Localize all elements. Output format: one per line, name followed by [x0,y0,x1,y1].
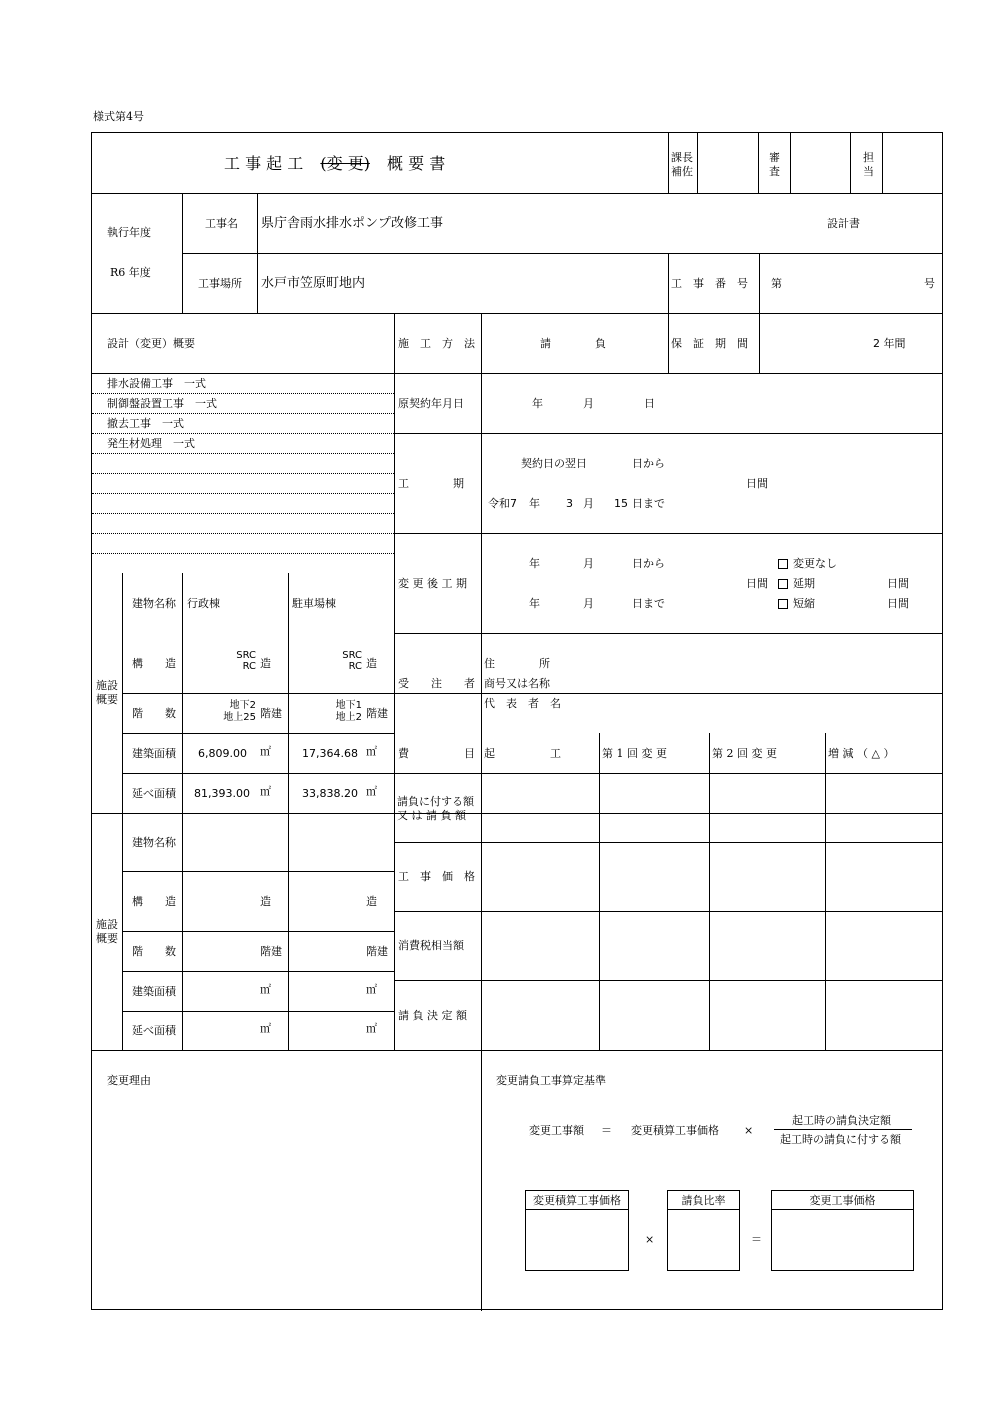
design-summary-label: 設計（変更）概要 [107,337,195,350]
contract-day-unit: 日 [644,397,655,410]
period-until: 日まで [632,497,665,510]
period-month-unit: 月 [583,497,594,510]
calc-box-label: 請負比率 [681,1194,726,1207]
fraction-bar [774,1129,912,1130]
title-gaiyousho: 概 要 書 [387,154,446,173]
cost-row-final-amount: 請 負 決 定 額 [398,1009,467,1022]
stamp-box-shinsa[interactable] [791,134,849,192]
change-basis-label: 変更請負工事算定基準 [496,1074,606,1087]
contractor-label: 受 注 者 [398,677,475,690]
form-number: 様式第4号 [93,110,144,123]
cost-column-change-2: 第 2 回 変 更 [712,747,777,760]
floors-label: 階 数 [132,945,176,958]
no-change-label: 変更なし [793,557,837,570]
change-reason-label: 変更理由 [107,1074,151,1087]
no-change-checkbox[interactable] [778,559,788,569]
title-struck-change: (変 更) [320,154,370,173]
structure-unit: 造 [260,895,271,908]
floor-area-b: 33,838.20 [302,787,358,800]
building-name-a: 行政棟 [187,597,220,610]
calc-box-label: 変更工事価格 [809,1194,876,1207]
structure-label: 構 造 [132,657,176,670]
floors-unit: 階建 [260,945,282,958]
changed-until: 日まで [632,597,665,610]
contractor-representative: 代 表 者 名 [484,697,561,710]
changed-year-unit: 年 [529,597,540,610]
formula-left: 変更工事額 [529,1124,584,1137]
cost-row-construction-price: 工 事 価 格 [398,870,475,883]
original-contract-date-label: 原契約年月日 [398,397,464,410]
extend-days: 日間 [887,577,909,590]
structure-a: SRC RC [236,650,256,672]
project-name-value: 県庁舎雨水排水ポンプ改修工事 [261,216,444,231]
shorten-label: 短縮 [793,597,815,610]
contractor-company: 商号又は名称 [484,677,550,690]
formula-times: × [744,1124,754,1137]
summary-item: 撤去工事 一式 [107,417,184,430]
floors-unit: 階建 [366,945,388,958]
contract-year-unit: 年 [532,397,543,410]
warranty-value: 2 年間 [873,337,906,350]
area-unit: ㎡ [366,1022,377,1035]
stamp-box-tantou[interactable] [883,134,941,192]
project-location-label: 工事場所 [198,277,242,290]
cost-header-label: 費 目 [398,747,475,760]
calc-box-changed-price[interactable] [771,1190,914,1271]
method-value: 請 負 [540,337,606,350]
building-area-label: 建築面積 [132,747,176,760]
floors-a: 地下2 地上25 [223,700,256,723]
shorten-checkbox[interactable] [778,599,788,609]
summary-item: 制御盤設置工事 一式 [107,397,217,410]
facility-section-label: 施設 概要 [96,918,118,945]
contract-month-unit: 月 [583,397,594,410]
period-start: 契約日の翌日 [521,457,587,470]
calc-box-label: 変更積算工事価格 [533,1194,621,1207]
floor-area-label: 延べ面積 [132,787,176,800]
changed-days: 日間 [746,577,768,590]
fraction-numerator: 起工時の請負決定額 [792,1114,891,1127]
period-year-unit: 年 [529,497,540,510]
changed-year-unit: 年 [529,557,540,570]
building-name-b: 駐車場棟 [292,597,336,610]
summary-item: 排水設備工事 一式 [107,377,206,390]
formula-equals: ＝ [601,1124,612,1137]
cost-column-diff: 増 減 （ △ ） [828,747,895,760]
project-location-value: 水戸市笠原町地内 [261,276,366,291]
changed-month-unit: 月 [583,597,594,610]
calc-equals: ＝ [751,1233,762,1246]
cost-column-kikou: 起 工 [484,747,561,760]
structure-unit: 造 [366,895,377,908]
change-reason-area[interactable] [93,1088,480,1308]
calc-times: × [645,1233,655,1246]
design-document-label: 設計書 [827,217,860,230]
floors-unit: 階建 [366,707,388,720]
area-unit: ㎡ [366,785,377,798]
summary-form [91,132,943,1310]
floors-label: 階 数 [132,707,176,720]
extend-checkbox[interactable] [778,579,788,589]
floors-b: 地下1 地上2 [335,700,362,723]
period-label: 工 期 [398,477,464,490]
changed-period-label: 変 更 後 工 期 [398,577,467,590]
structure-label: 構 造 [132,895,176,908]
summary-item: 発生材処理 一式 [107,437,195,450]
area-unit: ㎡ [260,745,271,758]
structure-unit: 造 [366,657,377,670]
formula-mid: 変更積算工事価格 [631,1124,719,1137]
project-number-prefix: 第 [771,277,782,290]
fraction-denominator: 起工時の請負に付する額 [780,1133,901,1146]
cost-row-consumption-tax: 消費税相当額 [398,939,464,952]
warranty-label: 保 証 期 間 [671,337,748,350]
area-unit: ㎡ [366,745,377,758]
building-name-label: 建物名称 [132,836,176,849]
period-era: 令和7 [488,497,517,510]
project-name-label: 工事名 [205,217,238,230]
building-area-b: 17,364.68 [302,747,358,760]
contractor-address: 住 所 [484,657,550,670]
period-month-value: 3 [566,497,573,510]
project-number-label: 工 事 番 号 [671,277,748,290]
cost-row-contract-amount: 請負に付する額 又 は 請 負 額 [397,795,474,822]
area-unit: ㎡ [260,785,271,798]
cost-column-change-1: 第 1 回 変 更 [602,747,667,760]
form-title [224,155,445,173]
title-kouji-kikou: 工 事 起 工 [224,154,304,173]
period-days: 日間 [746,477,768,490]
structure-b: SRC RC [342,650,362,672]
calc-box-changed-estimate[interactable] [525,1190,629,1271]
project-number-suffix: 号 [924,277,935,290]
building-name-label: 建物名称 [132,597,176,610]
period-day-value: 15 [614,497,628,510]
stamp-label-shinsa: 審 査 [769,151,780,178]
fiscal-year-value: R6 年度 [110,266,151,279]
calc-box-contract-ratio[interactable] [667,1190,740,1271]
floors-unit: 階建 [260,707,282,720]
method-label: 施 工 方 法 [398,337,475,350]
area-unit: ㎡ [260,1022,271,1035]
stamp-label-kachouhosa: 課長 補佐 [671,151,693,178]
stamp-label-tantou: 担 当 [863,151,874,178]
period-from: 日から [632,457,665,470]
extend-label: 延期 [793,577,815,590]
floor-area-a: 81,393.00 [194,787,250,800]
building-area-a: 6,809.00 [198,747,247,760]
structure-unit: 造 [260,657,271,670]
area-unit: ㎡ [260,983,271,996]
shorten-days: 日間 [887,597,909,610]
fiscal-year-label: 執行年度 [107,226,151,239]
area-unit: ㎡ [366,983,377,996]
building-area-label: 建築面積 [132,985,176,998]
changed-month-unit: 月 [583,557,594,570]
facility-section-label: 施設 概要 [96,679,118,706]
stamp-box-kachouhosa[interactable] [698,134,757,192]
changed-from: 日から [632,557,665,570]
floor-area-label: 延べ面積 [132,1024,176,1037]
